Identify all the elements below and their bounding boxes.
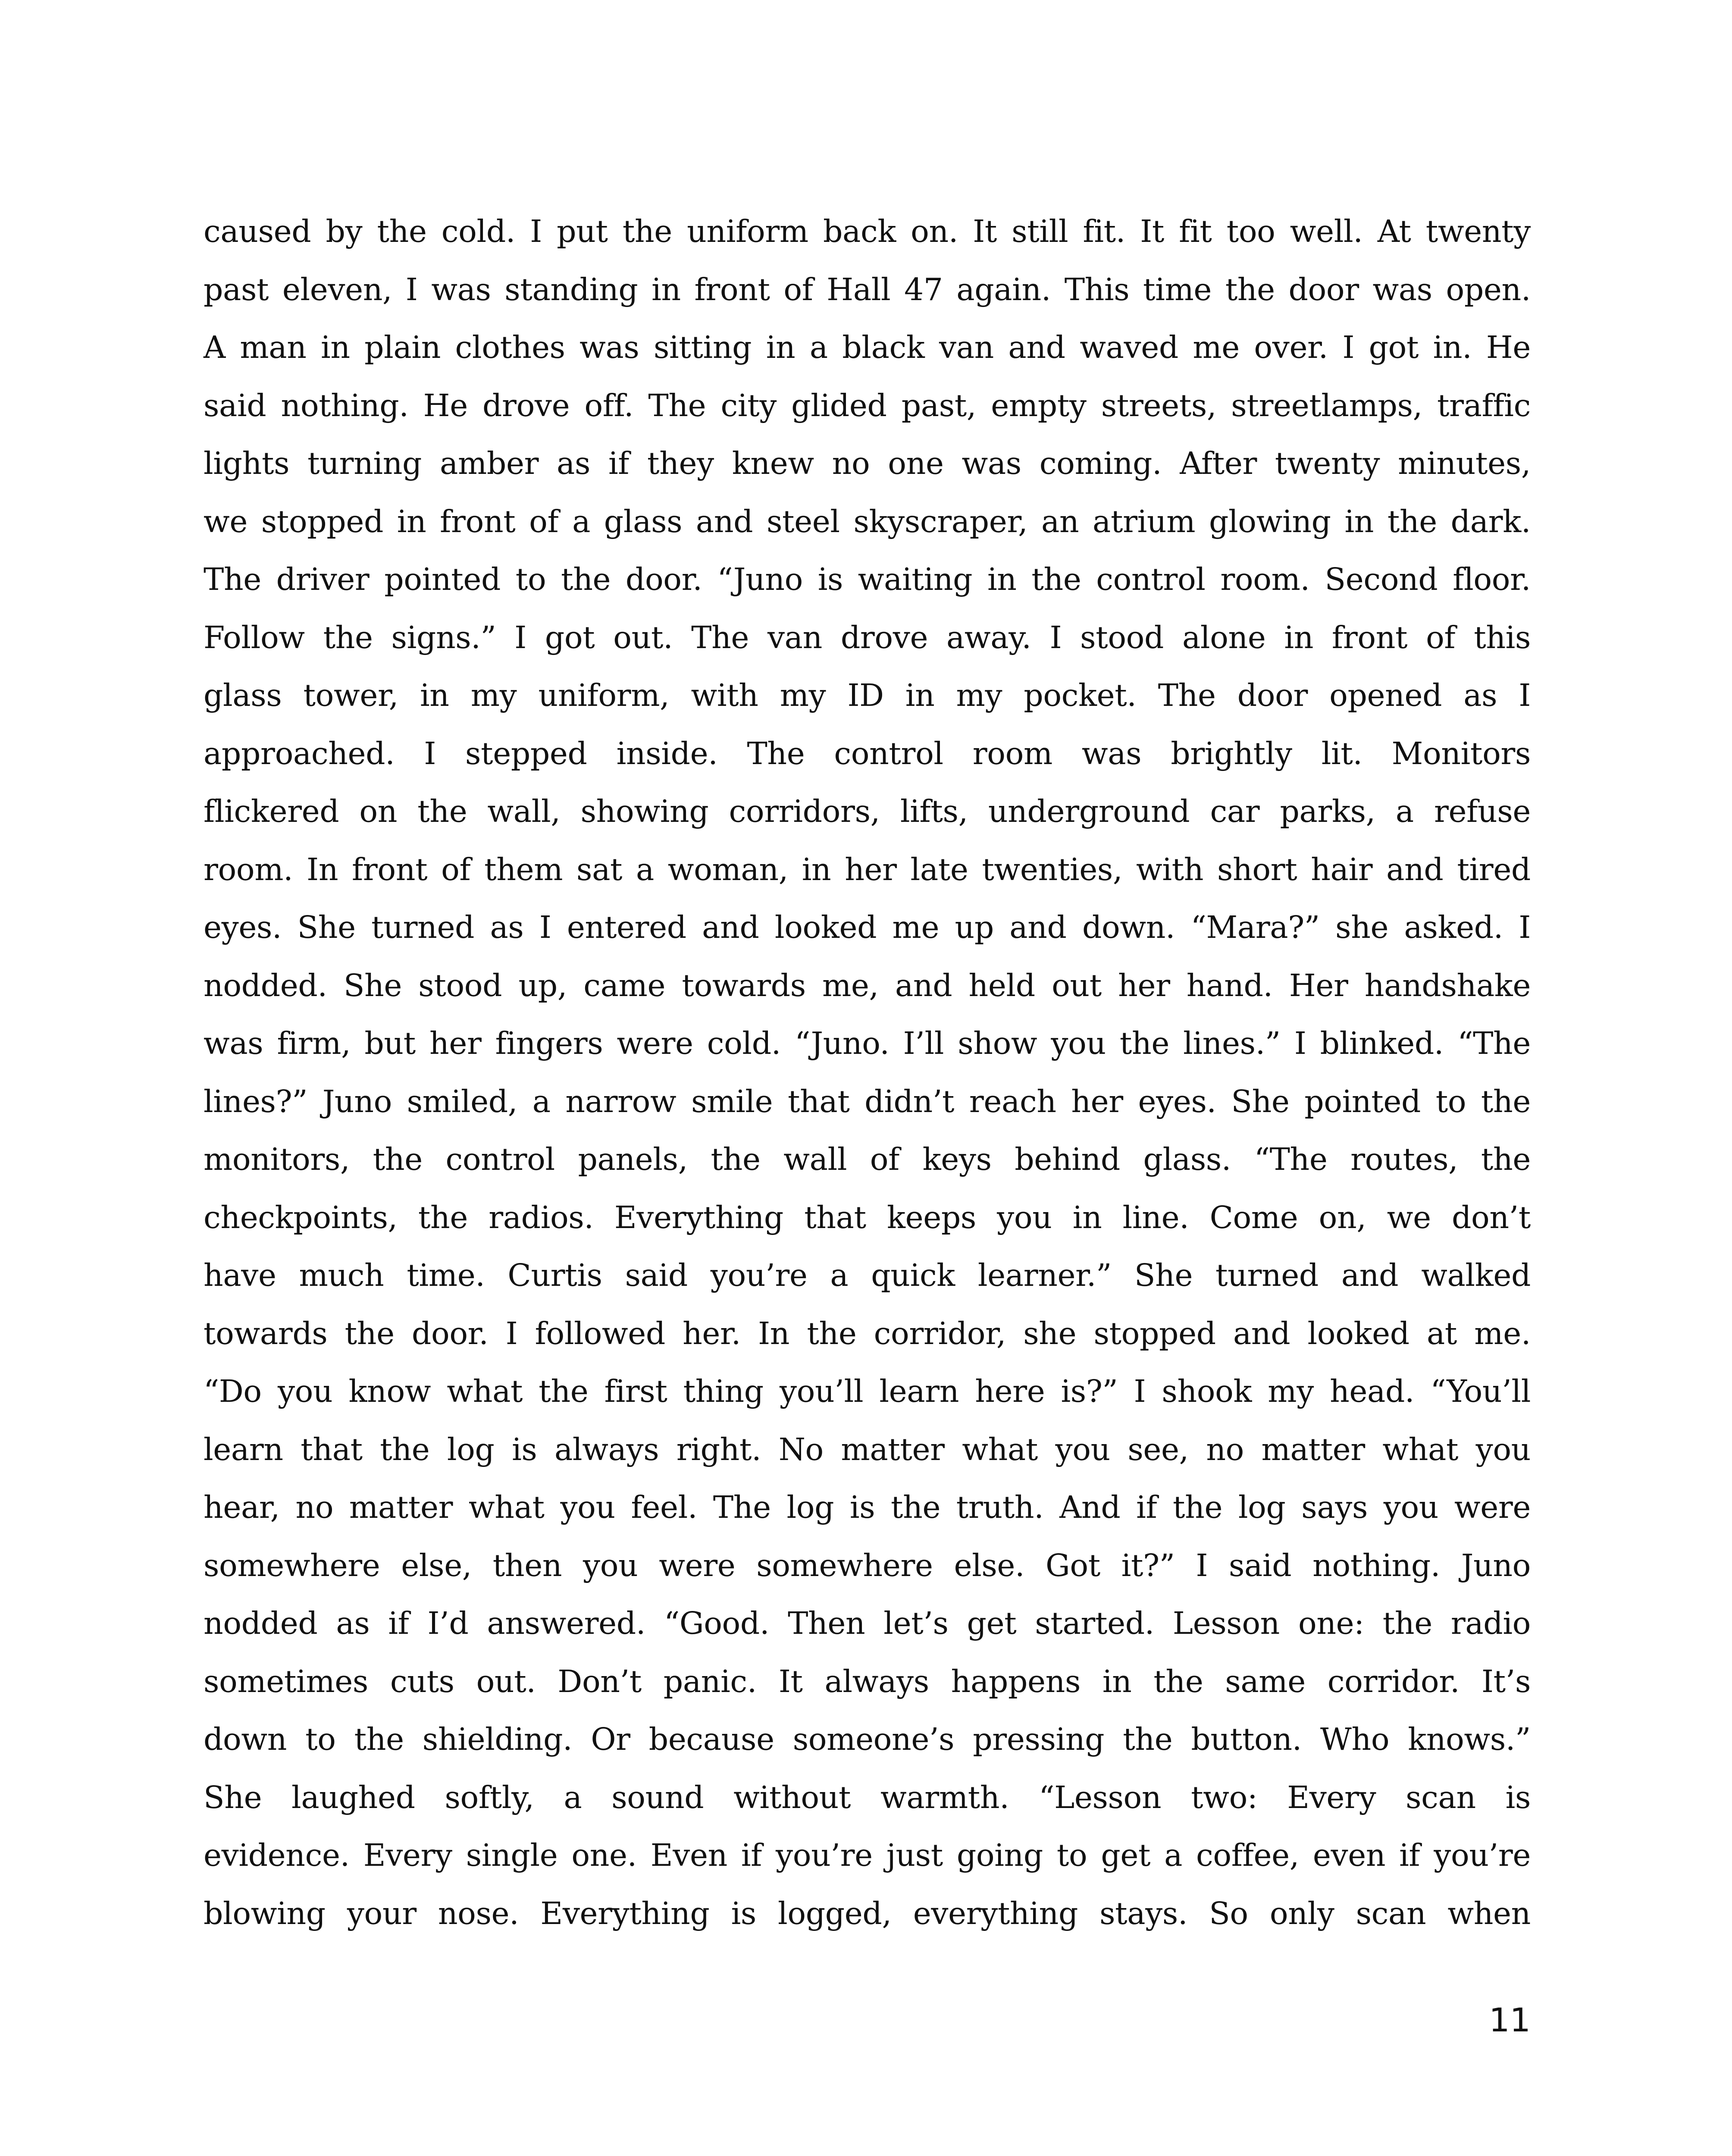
text-line: sometimes cuts out. Don’t panic. It always happens in the same corridor. It’s xyxy=(204,1663,1531,1699)
body-text xyxy=(204,203,1531,1943)
text-line: we stopped in front of a glass and steel skyscraper, an atrium glowing in the dark. xyxy=(204,503,1531,539)
text-line: Follow the signs.” I got out. The van drove away. I stood alone in front of this xyxy=(204,619,1531,655)
text-line: checkpoints, the radios. Everything that keeps you in line. Come on, we don’t xyxy=(204,1199,1531,1235)
text-line: lines?” Juno smiled, a narrow smile that didn’t reach her eyes. She pointed to the xyxy=(204,1083,1531,1119)
text-line: towards the door. I followed her. In the corridor, she stopped and looked at me. xyxy=(204,1315,1531,1351)
text-line: somewhere else, then you were somewhere else. Got it?” I said nothing. Juno xyxy=(204,1547,1531,1583)
text-line: lights turning amber as if they knew no one was coming. After twenty minutes, xyxy=(204,445,1531,481)
text-line: have much time. Curtis said you’re a quick learner.” She turned and walked xyxy=(204,1257,1531,1293)
text-line: eyes. She turned as I entered and looked me up and down. “Mara?” she asked. I xyxy=(204,909,1531,945)
text-line: flickered on the wall, showing corridors, lifts, underground car parks, a refuse xyxy=(204,793,1531,829)
text-line: nodded as if I’d answered. “Good. Then let’s get started. Lesson one: the radio xyxy=(204,1605,1531,1641)
text-line: A man in plain clothes was sitting in a black van and waved me over. I got in. He xyxy=(204,329,1531,365)
page-number: 11 xyxy=(1489,2001,1531,2039)
text-line: monitors, the control panels, the wall of keys behind glass. “The routes, the xyxy=(204,1141,1531,1177)
text-line: down to the shielding. Or because someone’s pressing the button. Who knows.” xyxy=(204,1721,1531,1757)
text-line: said nothing. He drove off. The city glided past, empty streets, streetlamps, traffic xyxy=(204,387,1531,423)
text-line: nodded. She stood up, came towards me, and held out her hand. Her handshake xyxy=(204,967,1531,1003)
text-line: blowing your nose. Everything is logged, everything stays. So only scan when xyxy=(204,1895,1531,1931)
text-line: past eleven, I was standing in front of Hall 47 again. This time the door was open. xyxy=(204,271,1531,307)
text-line: was firm, but her fingers were cold. “Juno. I’ll show you the lines.” I blinked. “The xyxy=(204,1025,1531,1061)
text-line: caused by the cold. I put the uniform back on. It still fit. It fit too well. At twenty xyxy=(204,213,1531,249)
text-line: approached. I stepped inside. The control room was brightly lit. Monitors xyxy=(204,735,1531,771)
text-line: hear, no matter what you feel. The log is the truth. And if the log says you were xyxy=(204,1489,1531,1525)
text-line: evidence. Every single one. Even if you’re just going to get a coffee, even if you’re xyxy=(204,1837,1531,1873)
text-line: room. In front of them sat a woman, in her late twenties, with short hair and tired xyxy=(204,851,1531,887)
text-line: She laughed softly, a sound without warmth. “Lesson two: Every scan is xyxy=(204,1779,1531,1815)
text-line: “Do you know what the first thing you’ll learn here is?” I shook my head. “You’ll xyxy=(204,1373,1531,1409)
text-line: glass tower, in my uniform, with my ID in my pocket. The door opened as I xyxy=(204,677,1531,713)
text-line: learn that the log is always right. No matter what you see, no matter what you xyxy=(204,1431,1531,1467)
text-line: The driver pointed to the door. “Juno is waiting in the control room. Second floor. xyxy=(204,561,1531,597)
